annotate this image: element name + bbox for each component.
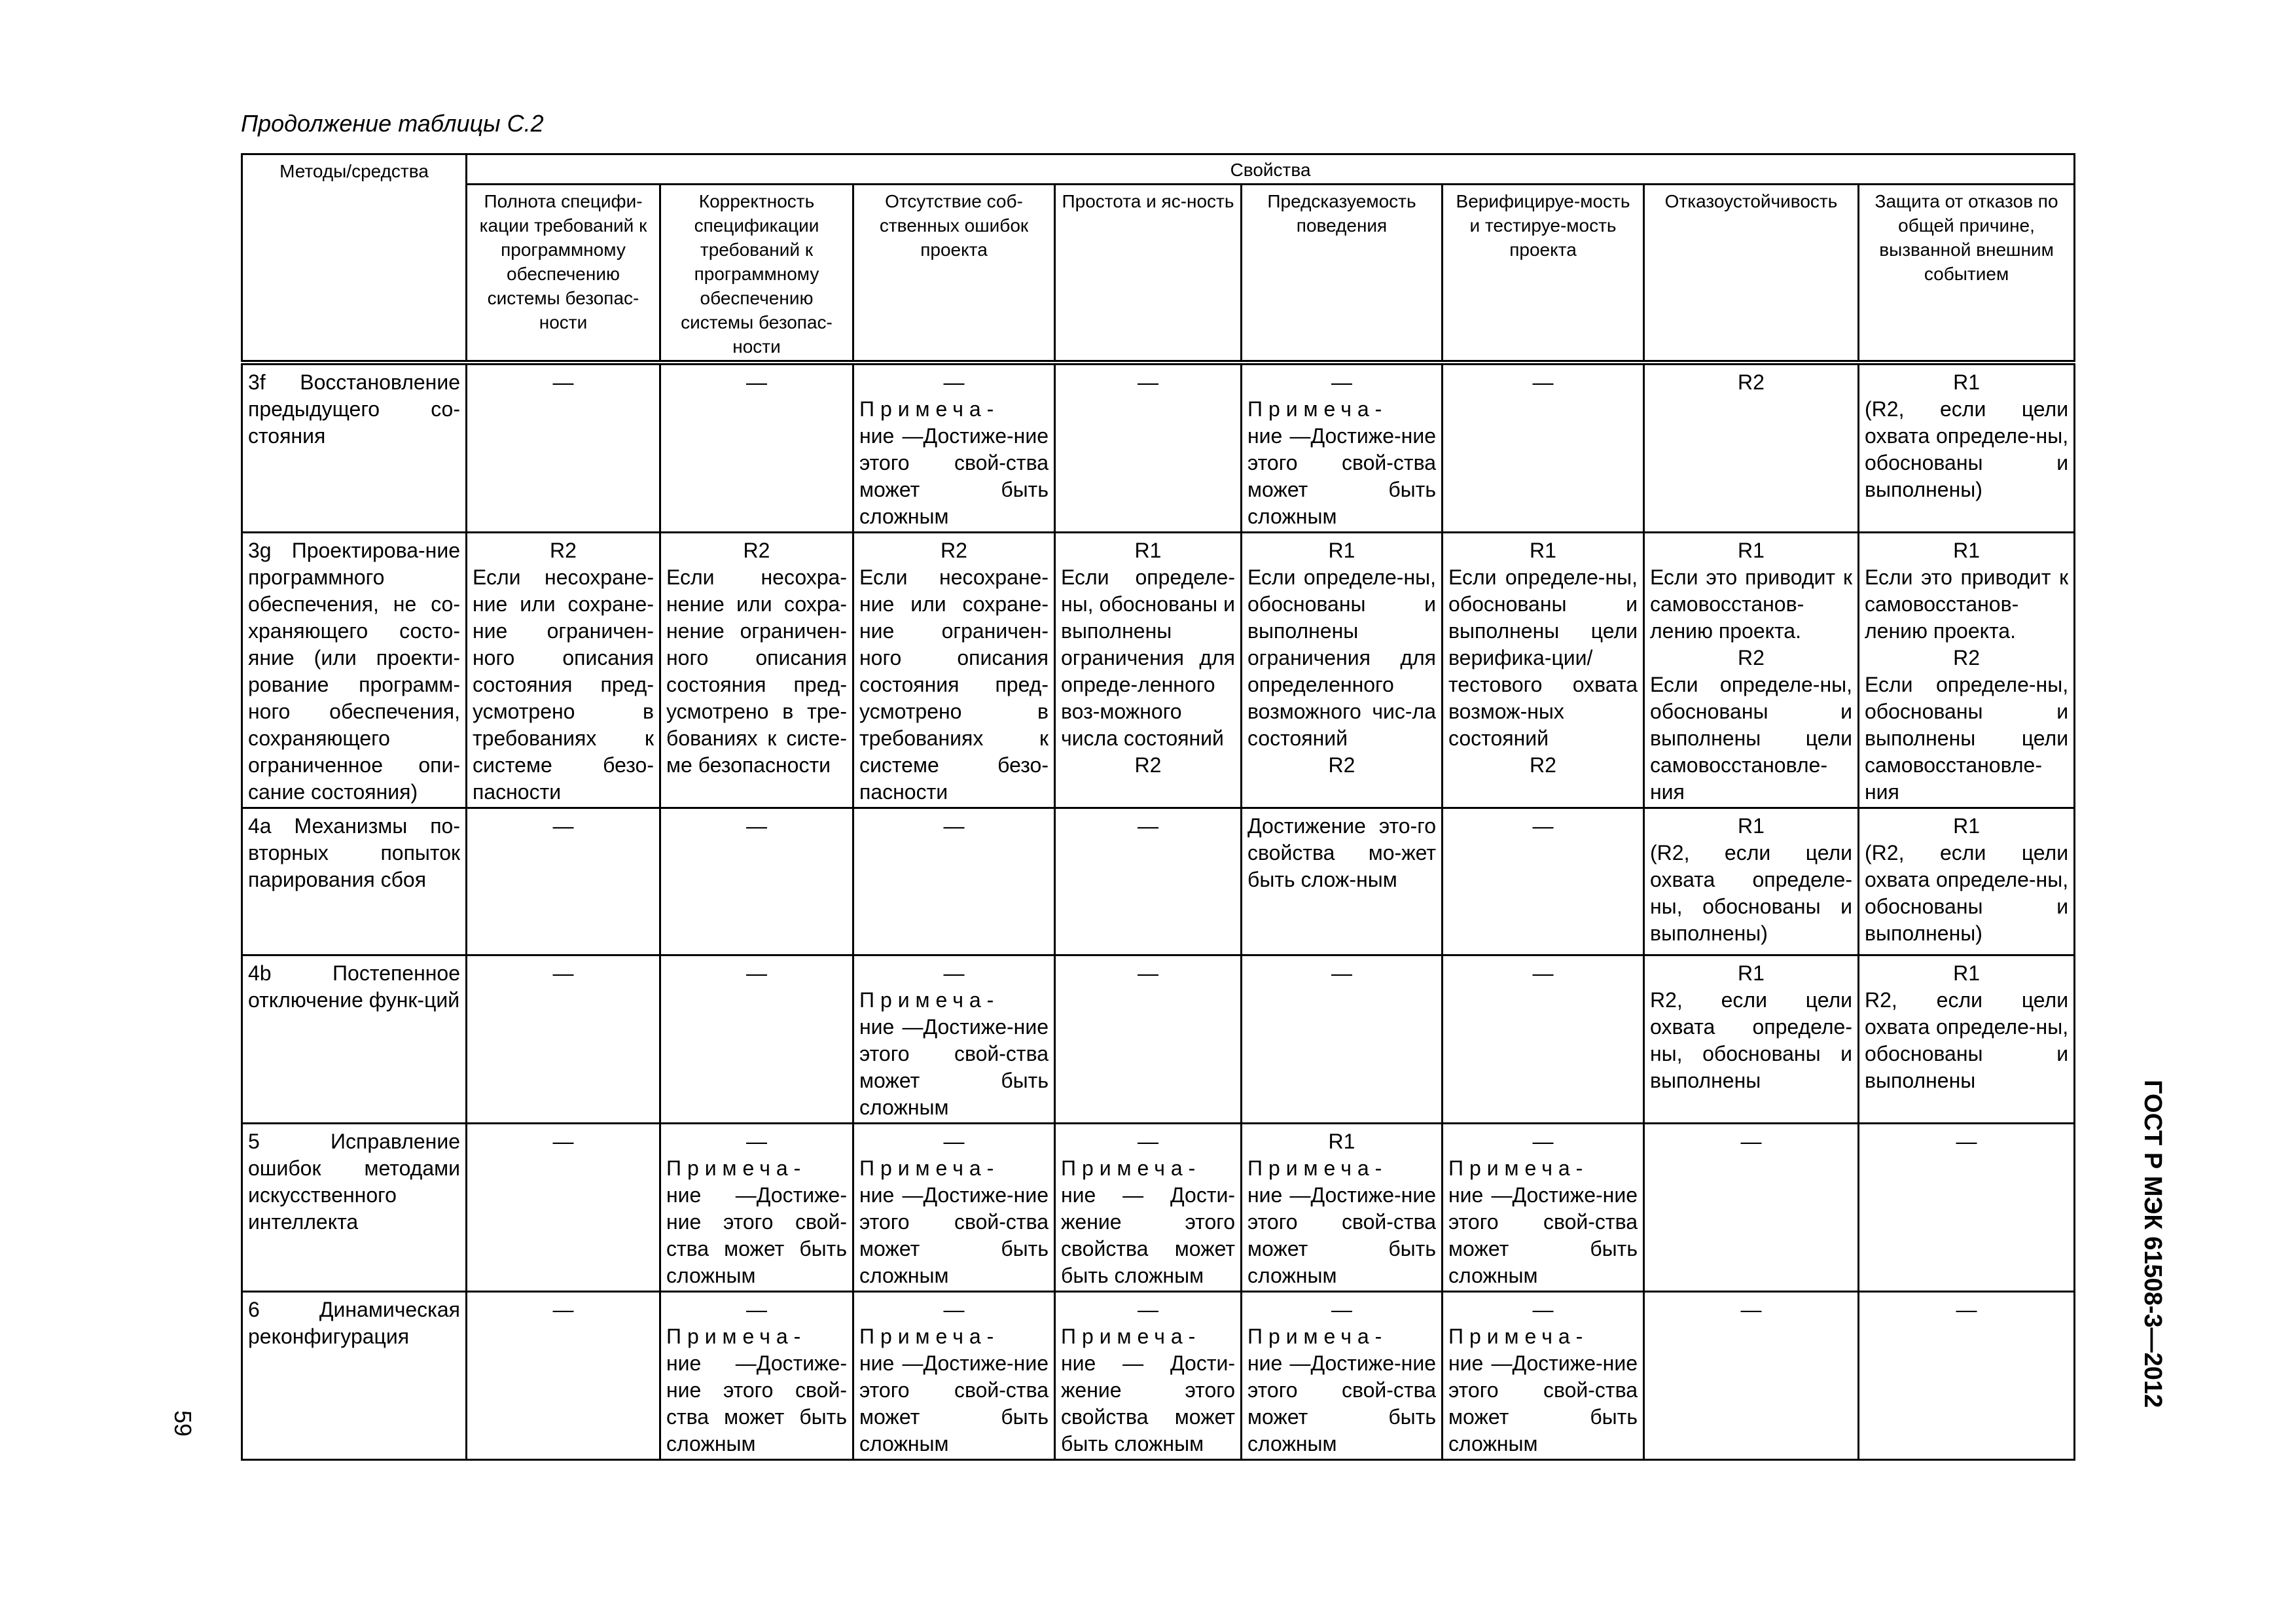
properties-table (241, 153, 2075, 1461)
table-row (242, 363, 2075, 533)
cell-requirement: — (1532, 814, 1554, 838)
cell-requirement: — (1532, 1298, 1554, 1321)
cell-requirement: — (1740, 1130, 1762, 1153)
header-methods: Методы/средства (242, 154, 467, 363)
cell-requirement: — (552, 1130, 574, 1153)
table-cell (467, 1292, 660, 1460)
cell-requirement: R1 (1953, 539, 1980, 562)
table-row (242, 808, 2075, 955)
table-cell (467, 1124, 660, 1292)
cell-requirement: — (943, 1130, 965, 1153)
note-label: Примеча- (1448, 1325, 1589, 1348)
table-row (242, 955, 2075, 1124)
cell-text: Достижение это-го свойства мо-жет быть слож-ным (1247, 814, 1436, 891)
table-cell (1242, 533, 1443, 808)
cell-requirement: — (1956, 1298, 1977, 1321)
table-cell (1242, 955, 1443, 1124)
cell-text: Если несохране-ние или сохране-ние ограничен-ного описания состояния пред-усмотрено в требованиях к системе безо-пасности (859, 565, 1049, 804)
table-cell (1644, 533, 1859, 808)
cell-requirement: — (1138, 961, 1158, 985)
cell-text: ние —Достиже-ние этого свой-ства может быть сложным (1247, 1351, 1436, 1455)
cell-text: ние —Достиже-ние этого свой-ства может быть сложным (859, 1351, 1049, 1455)
table-cell (1644, 1124, 1859, 1292)
header-col: Отсутствие соб-ственных ошибок проекта (853, 185, 1055, 363)
table-cell (853, 1292, 1055, 1460)
cell-requirement: — (943, 1298, 965, 1321)
cell-requirement: R1 (1953, 961, 1980, 985)
cell-text: Если определе-ны, обоснованы и выполнены цели верифика-ции/тестового охвата возмож-ных состояний (1448, 565, 1638, 750)
table-cell (1443, 533, 1644, 808)
header-col: Полнота специфи-кации требований к программному обеспечению системы безопас-ности (467, 185, 660, 363)
cell-requirement: R2 (1738, 646, 1765, 669)
header-col: Защита от отказов по общей причине, вызванной внешним событием (1859, 185, 2075, 363)
cell-text: ние —Достиже-ние этого свой-ства может быть сложным (1247, 1183, 1436, 1287)
method-name: 6 Динамическая реконфигурация (242, 1292, 467, 1460)
cell-text: ние —Достиже-ние этого свой-ства может быть сложным (666, 1351, 847, 1455)
table-cell (1242, 808, 1443, 955)
header-col: Предсказуемость поведения (1242, 185, 1443, 363)
cell-requirement: R2 (1530, 753, 1556, 777)
table-cell (1242, 363, 1443, 533)
cell-requirement: R2 (1328, 753, 1355, 777)
table-cell (1644, 955, 1859, 1124)
table-cell (660, 533, 853, 808)
table-cell (467, 363, 660, 533)
cell-text: Если определе-ны, обоснованы и выполнены цели самовосстановле-ния (1865, 673, 2069, 804)
cell-requirement: — (1740, 1298, 1762, 1321)
cell-requirement: — (746, 370, 767, 394)
table-caption: Продолжение таблицы С.2 (241, 110, 544, 137)
cell-requirement: — (1138, 1298, 1158, 1321)
cell-text: ние —Достиже-ние этого свой-ства может быть сложным (859, 1015, 1049, 1119)
note-label: Примеча- (859, 397, 1000, 421)
table-cell (660, 363, 853, 533)
table-cell (1443, 1124, 1644, 1292)
table-cell (1859, 955, 2075, 1124)
cell-requirement: R2 (1134, 753, 1162, 777)
cell-text: R2, если цели охвата определе-ны, обоснованы и выполнены (1865, 988, 2069, 1092)
cell-text: ние —Достиже-ние этого свой-ства может быть сложным (666, 1183, 847, 1287)
table-cell (853, 533, 1055, 808)
table-cell (1644, 808, 1859, 955)
note-label: Примеча- (1448, 1156, 1589, 1180)
cell-text: (R2, если цели охвата определе-ны, обоснованы и выполнены) (1650, 841, 1852, 945)
cell-requirement: R1 (1134, 539, 1162, 562)
cell-text: ние — Дости-жение этого свойства может быть сложным (1061, 1351, 1235, 1455)
note-label: Примеча- (1061, 1325, 1202, 1348)
table-cell (660, 1124, 853, 1292)
note-label: Примеча- (1061, 1156, 1202, 1180)
table-cell (467, 955, 660, 1124)
table-cell (853, 955, 1055, 1124)
table-cell (1242, 1124, 1443, 1292)
cell-requirement: R1 (1738, 539, 1765, 562)
cell-requirement: — (1331, 961, 1352, 985)
note-label: Примеча- (859, 1325, 1000, 1348)
table-cell (1055, 808, 1242, 955)
cell-requirement: — (1532, 370, 1554, 394)
cell-text: ние —Достиже-ние этого свой-ства может быть сложным (859, 424, 1049, 528)
table-cell (1644, 363, 1859, 533)
note-label: Примеча- (859, 1156, 1000, 1180)
cell-requirement: — (1138, 1130, 1158, 1153)
note-label: Примеча- (1247, 1325, 1388, 1348)
table-cell (467, 808, 660, 955)
cell-requirement: R1 (1953, 370, 1980, 394)
cell-requirement: — (943, 814, 965, 838)
cell-text: ние —Достиже-ние этого свой-ства может быть сложным (1448, 1183, 1638, 1287)
cell-text: Если определе-ны, обоснованы и выполнены ограничения для опреде-ленного воз-можного числа состояний (1061, 565, 1235, 750)
cell-requirement: R1 (1328, 539, 1355, 562)
cell-requirement: — (1532, 1130, 1554, 1153)
cell-requirement: — (1138, 370, 1158, 394)
table-cell (1055, 1124, 1242, 1292)
cell-requirement: — (552, 370, 574, 394)
cell-text: (R2, если цели охвата определе-ны, обоснованы и выполнены) (1865, 841, 2069, 945)
header-properties: Свойства (467, 154, 2075, 185)
note-label: Примеча- (666, 1325, 807, 1348)
cell-requirement: — (943, 370, 965, 394)
note-label: Примеча- (1247, 397, 1388, 421)
cell-text: ние —Достиже-ние этого свой-ства может быть сложным (1247, 424, 1436, 528)
table-row (242, 533, 2075, 808)
cell-requirement: R2 (941, 539, 967, 562)
cell-requirement: — (1532, 961, 1554, 985)
table-cell (1055, 363, 1242, 533)
cell-text: ние —Достиже-ние этого свой-ства может быть сложным (1448, 1351, 1638, 1455)
cell-text: Если определе-ны, обоснованы и выполнены ограничения для определенного возможного чис-ла состояний (1247, 565, 1436, 750)
cell-requirement: — (1331, 1298, 1352, 1321)
table-cell (1443, 363, 1644, 533)
cell-requirement: R2 (1738, 370, 1765, 394)
page-number: 59 (170, 1410, 196, 1437)
cell-requirement: — (746, 961, 767, 985)
table-cell (1859, 363, 2075, 533)
table-row (242, 1124, 2075, 1292)
note-label: Примеча- (859, 988, 1000, 1012)
table-cell (1859, 1124, 2075, 1292)
table-cell (660, 955, 853, 1124)
cell-requirement: — (552, 1298, 574, 1321)
cell-text: Если это приводит к самовосстанов-лению проекта. (1650, 565, 1852, 643)
cell-requirement: R2 (550, 539, 577, 562)
cell-text: Если это приводит к самовосстанов-лению проекта. (1865, 565, 2069, 643)
cell-text: Если несохра-нение или сохра-нение ограничен-ного описания состояния пред-усмотрено в тре-бованиях к систе-ме безопасности (666, 565, 847, 777)
header-col: Верифицируе-мость и тестируе-мость проекта (1443, 185, 1644, 363)
header-col: Корректность спецификации требований к программному обеспечению системы безопас-ности (660, 185, 853, 363)
cell-requirement: — (1956, 1130, 1977, 1153)
cell-text: ние — Дости-жение этого свойства может быть сложным (1061, 1183, 1235, 1287)
method-name: 4b Постепенное отключение функ-ций (242, 955, 467, 1124)
cell-requirement: — (746, 1298, 767, 1321)
cell-requirement: — (1138, 814, 1158, 838)
cell-requirement: R1 (1738, 814, 1765, 838)
table-cell (853, 363, 1055, 533)
table-cell (1443, 955, 1644, 1124)
table-row (242, 1292, 2075, 1460)
table-cell (1859, 533, 2075, 808)
cell-requirement: — (746, 1130, 767, 1153)
table-cell (1242, 1292, 1443, 1460)
table-cell (660, 808, 853, 955)
cell-requirement: R1 (1328, 1130, 1355, 1153)
cell-requirement: R2 (743, 539, 770, 562)
table-cell (1055, 1292, 1242, 1460)
table-body (242, 363, 2075, 1460)
header-col: Простота и яс-ность (1055, 185, 1242, 363)
table-cell (853, 808, 1055, 955)
cell-requirement: — (552, 814, 574, 838)
cell-requirement: R1 (1738, 961, 1765, 985)
table-cell (1055, 955, 1242, 1124)
table-header (242, 154, 2075, 363)
table-cell (1859, 808, 2075, 955)
cell-text: Если определе-ны, обоснованы и выполнены цели самовосстановле-ния (1650, 673, 1852, 804)
cell-requirement: — (552, 961, 574, 985)
table-cell (1055, 533, 1242, 808)
cell-requirement: R2 (1953, 646, 1980, 669)
method-name: 5 Исправление ошибок методами искусственного интеллекта (242, 1124, 467, 1292)
table-cell (1443, 1292, 1644, 1460)
cell-text: ние —Достиже-ние этого свой-ства может быть сложным (859, 1183, 1049, 1287)
cell-requirement: R1 (1530, 539, 1556, 562)
table-cell (467, 533, 660, 808)
note-label: Примеча- (666, 1156, 807, 1180)
table-cell (1859, 1292, 2075, 1460)
method-name: 3g Проектирова-ние программного обеспечения, не со-храняющего состо-яние (или проекти-рование программ-ного обеспечения, сохраняющего ограниченное опи-сание состояния) (242, 533, 467, 808)
cell-requirement: — (746, 814, 767, 838)
method-name: 3f Восстановление предыдущего со-стояния (242, 363, 467, 533)
method-name: 4a Механизмы по-вторных попыток парирования сбоя (242, 808, 467, 955)
cell-text: R2, если цели охвата определе-ны, обоснованы и выполнены (1650, 988, 1852, 1092)
cell-text: (R2, если цели охвата определе-ны, обоснованы и выполнены) (1865, 397, 2069, 501)
standard-code: ГОСТ Р МЭК 61508-3—2012 (2139, 1080, 2166, 1408)
header-col: Отказоустойчивость (1644, 185, 1859, 363)
table-cell (1443, 808, 1644, 955)
note-label: Примеча- (1247, 1156, 1388, 1180)
table-cell (660, 1292, 853, 1460)
table-cell (1644, 1292, 1859, 1460)
cell-requirement: R1 (1953, 814, 1980, 838)
cell-text: Если несохране-ние или сохране-ние ограничен-ного описания состояния пред-усмотрено в требованиях к системе безо-пасности (473, 565, 654, 804)
table-cell (853, 1124, 1055, 1292)
cell-requirement: — (1331, 370, 1352, 394)
cell-requirement: — (943, 961, 965, 985)
